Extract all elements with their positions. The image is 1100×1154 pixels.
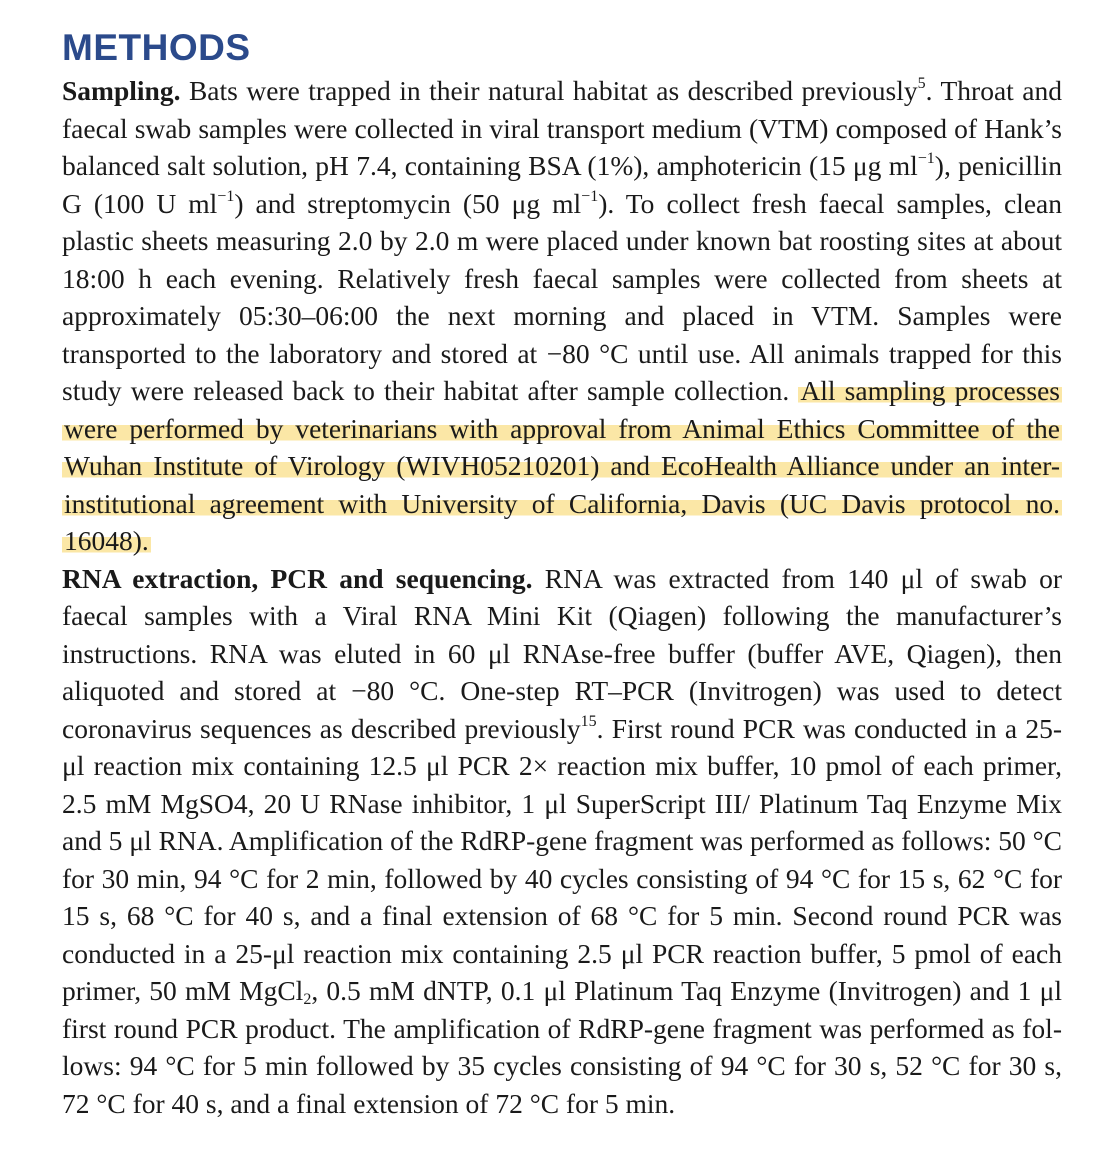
rna-text-3: , 0.5 mM dNTP, 0.1 μl Platinum Taq Enzyme (Invitrogen) and 1 μl first round PCR product. The amplification of RdRP-gene fragment was performed as follows: 94 °C for 5 min followed by 35 cycles consisting of 94 °C for 30 s, 52 °C for 30 s, 72 °C for 40 s, and a final extension of 72 °C for 5 min.	[62, 975, 1062, 1119]
reference-15: 15	[580, 712, 597, 730]
sampling-text-1: Bats were trapped in their natural habitat as described previously	[188, 75, 918, 106]
rna-text-1: RNA was extracted from 140 μl of swab or faecal samples with a Viral RNA Mini Kit (Qiagen) following the manufacturer’s instructions. RNA was eluted in 60 μl RNAse-free buffer (buffer AVE, Qiagen), then aliquoted and stored at −80 °C. One-step RT–PCR (Invitrogen) was used to detect coronavirus sequences as described previously	[62, 562, 1063, 744]
reference-5: 5	[917, 75, 926, 92]
subscript-2: 2	[303, 991, 312, 1008]
sampling-paragraph	[62, 72, 1062, 560]
methods-section	[62, 26, 1062, 1122]
sampling-text-5: ). To collect fresh faecal samples, clean plastic sheets measuring 2.0 by 2.0 m were placed under known bat roosting sites at about 18:00 h each evening. Relatively fresh faecal samples were collected from sheets at approximately 05:30–06:00 the next morning and placed in VTM. Samples were transported to the laboratory and stored at −80 °C until use. All animals trapped for this study were released back to their habitat after sample collection.	[62, 187, 1062, 406]
sampling-title: Sampling.	[62, 75, 181, 106]
unit-exponent: −1	[581, 187, 599, 205]
unit-exponent: −1	[217, 187, 235, 205]
rna-paragraph	[62, 560, 1062, 1123]
unit-exponent: −1	[917, 150, 935, 167]
highlighted-ethics-statement: All sampling processes were performed by veterinarians with approval from Animal Ethics Committee of the Wuhan Institute of Virology (WIVH05210201) and EcoHealth Alliance under an inter-institutional agreement with University of California, Davis (UC Davis protocol no. 16048).	[64, 375, 1060, 556]
sampling-text-3: ), penicillin G (100 U ml	[62, 150, 1062, 219]
section-heading: METHODS	[62, 27, 251, 68]
sampling-text-4: ) and streptomycin (50 μg ml	[234, 187, 582, 219]
rna-title: RNA extraction, PCR and sequencing.	[62, 562, 533, 594]
rna-text-2: . First round PCR was conducted in a 25-μl reaction mix containing 12.5 μl PCR 2× reaction mix buffer, 10 pmol of each primer, 2.5 mM MgSO4, 20 U RNase inhibitor, 1 μl SuperScript III/ Platinum Taq Enzyme Mix and 5 μl RNA. Amplification of the RdRP-gene fragment was performed as follows: 50 °C for 30 min, 94 °C for 2 min, followed by 40 cycles consisting of 94 °C for 15 s, 62 °C for 15 s, 68 °C for 40 s, and a final extension of 68 °C for 5 min. Second round PCR was conducted in a 25-μl reaction mix containing 2.5 μl PCR reaction buffer, 5 pmol of each primer, 50 mM MgCl	[62, 712, 1062, 1006]
sampling-text-2: . Throat and faecal swab samples were collected in viral transport medium (VTM) composed of Hank’s balanced salt solution, pH 7.4, containing BSA (1%), amphotericin (15 μg ml	[62, 75, 1063, 181]
